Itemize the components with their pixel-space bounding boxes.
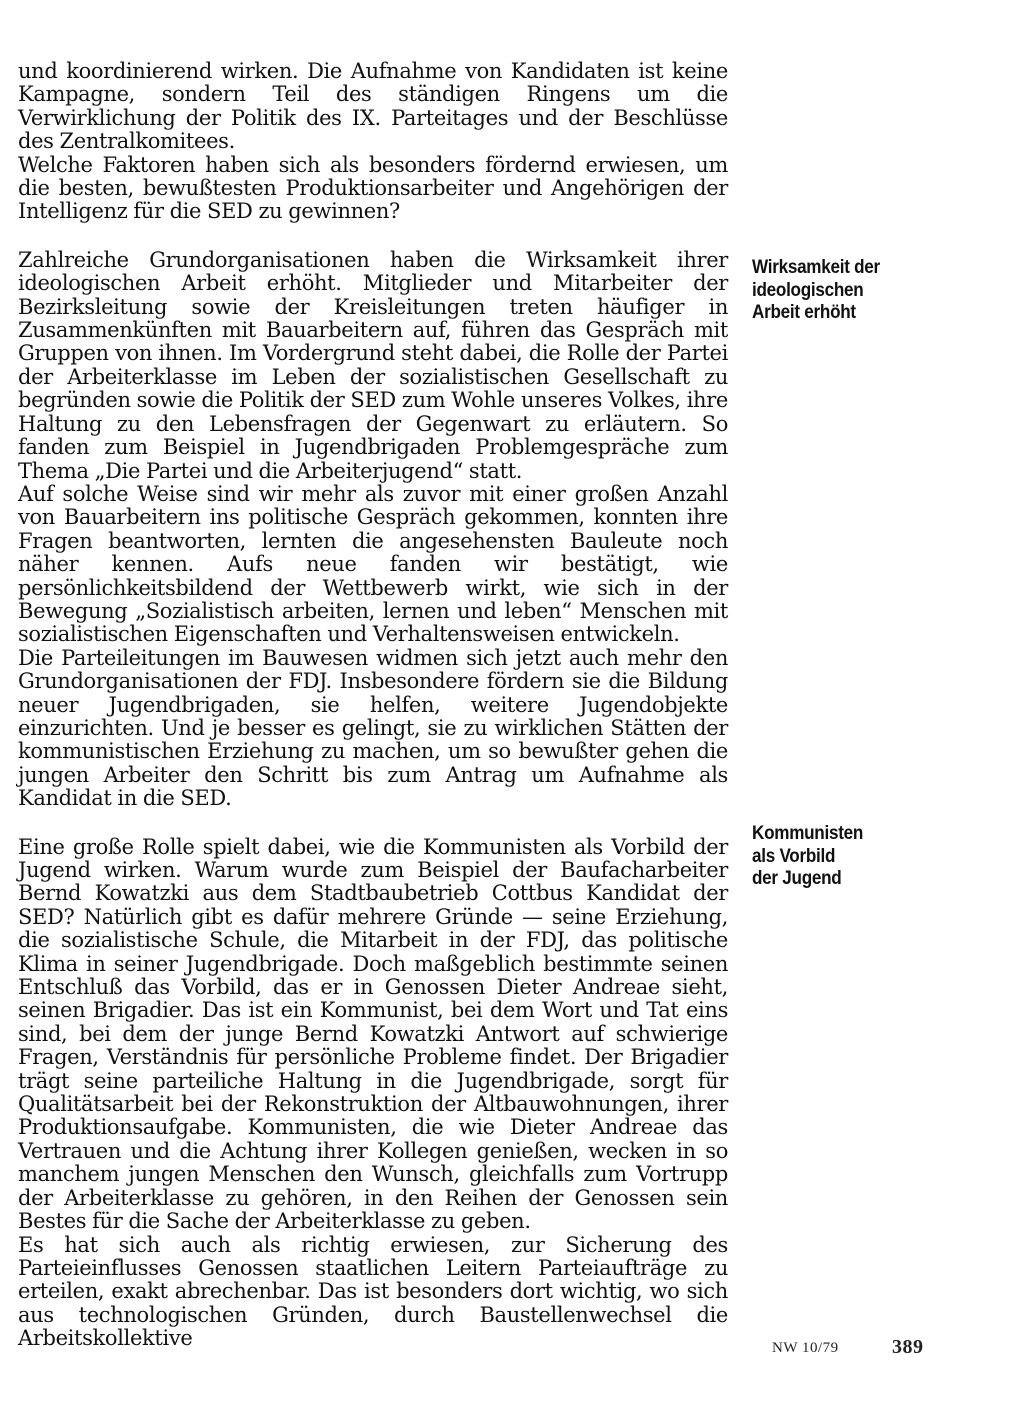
page-footer [772, 1336, 924, 1358]
main-text-column [18, 60, 728, 1351]
body-paragraph: Auf solche Weise sind wir mehr als zuvor mit einer großen Anzahl von Bauarbeitern ins politische Gespräch gekommen, konnten ihre Fragen beantworten, lernten die angesehensten Bauleute noch näher kennen. Aufs neue fanden wir bestätigt, wie persönlichkeitsbildend der Wettbewerb wirkt, wie sich in der Bewegung „Sozialistisch arbeiten, lernen und leben“ Menschen mit sozialistischen Eigenschaften und Verhaltensweisen entwickeln. [18, 481, 728, 647]
margin-note-line: Wirksamkeit der [752, 257, 880, 278]
issue-label: NW 10/79 [772, 1340, 839, 1356]
body-paragraph: Eine große Rolle spielt dabei, wie die Kommunisten als Vorbild der Jugend wirken. Warum wurde zum Beispiel der Baufacharbeiter Bernd Kowatzki aus dem Stadtbaubetrieb Cottbus Kandidat der SED? Natürlich gibt es dafür mehrere Gründe — seine Erziehung, die sozialistische Schule, die Mitarbeit in der FDJ, das politische Klima in seiner Jugendbrigade. Doch maßgeblich bestimmte seinen Entschluß das Vorbild, das er in Genossen Dieter Andreae sieht, seinen Brigadier. Das ist ein Kommunist, bei dem Wort und Tat eins sind, bei dem der junge Bernd Kowatzki Antwort auf schwierige Fragen, Verständnis für persönliche Probleme findet. Der Brigadier trägt seine parteiliche Haltung in die Jugendbrigade, sorgt für Qualitätsarbeit bei der Rekonstruktion der Altbauwohnungen, ihrer Produktionsaufgabe. Kommunisten, die wie Dieter Andreae das Vertrauen und die Achtung ihrer Kollegen genießen, wecken in so manchem jungen Menschen den Wunsch, gleichfalls zum Vortrupp der Arbeiterklasse zu gehören, in den Reihen der Genossen sein Bestes für die Sache der Arbeiterklasse zu geben. [18, 834, 728, 1234]
body-paragraph: Zahlreiche Grundorganisationen haben die Wirksamkeit ihrer ideologischen Arbeit erhöht. Mitglieder und Mitarbeiter der Bezirksleitung sowie der Kreisleitungen treten häufiger in Zusammenkünften mit Bauarbeitern auf, führen das Gespräch mit Gruppen von ihnen. Im Vordergrund steht dabei, die Rolle der Partei der Arbeiterklasse im Leben der sozialistischen Gesellschaft zu begründen sowie die Politik der SED zum Wohle unseres Volkes, ihre Haltung zu den Lebensfragen der Gegenwart zu erläutern. So fanden zum Beispiel in Jugendbrigaden Problemgespräche zum Thema „Die Partei und die Arbeiterjugend“ statt. [18, 247, 728, 483]
margin-note-line: der Jugend [752, 868, 842, 889]
margin-note-line: Arbeit erhöht [752, 302, 856, 323]
margin-note-line: als Vorbild [752, 845, 836, 867]
margin-note-line: ideologischen [752, 279, 864, 301]
body-paragraph: Welche Faktoren haben sich als besonders fördernd erwiesen, um die besten, bewußtesten Produktionsarbeiter und Angehörigen der Intelligenz für die SED zu gewinnen? [18, 152, 728, 224]
section-spacer [18, 224, 728, 249]
margin-note-role-model [752, 823, 982, 891]
body-paragraph: Es hat sich auch als richtig erwiesen, zur Sicherung des Parteieinflusses Genossen staatlichen Leitern Parteiaufträge zu erteilen, exakt abrechenbar. Das ist besonders dort wichtig, wo sich aus technologischen Gründen, durch Baustellenwechsel die Arbeitskollektive [18, 1232, 728, 1351]
body-paragraph: und koordinierend wirken. Die Aufnahme von Kandidaten ist keine Kampagne, sondern Teil des ständigen Ringens um die Verwirklichung der Politik des IX. Parteitages und der Beschlüsse des Zentralkomitees. [18, 59, 728, 154]
section-spacer [18, 811, 728, 836]
page-number: 389 [892, 1336, 924, 1358]
margin-note-line: Kommunisten [752, 823, 864, 844]
body-paragraph: Die Parteileitungen im Bauwesen widmen sich jetzt auch mehr den Grundorganisationen der FDJ. Insbesondere fördern sie die Bildung neuer Jugendbrigaden, sie helfen, weitere Jugendobjekte einzurichten. Und je besser es gelingt, sie zu wirklichen Stätten der kommunistischen Erziehung zu machen, um so bewußter gehen die jungen Arbeiter den Schritt bis zum Antrag um Aufnahme als Kandidat in die SED. [18, 645, 728, 811]
margin-note-ideological-work [752, 257, 982, 325]
